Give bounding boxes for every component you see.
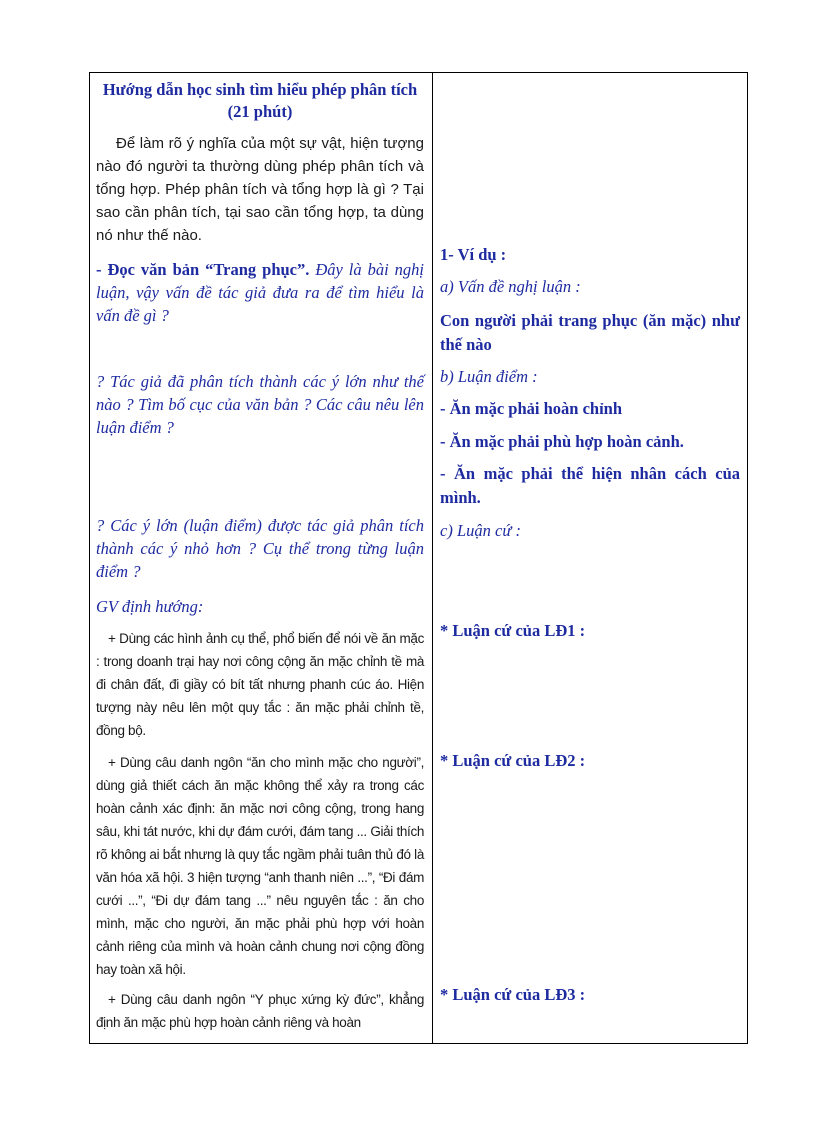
thesis-item-2: - Ăn mặc phải phù hợp hoàn cảnh. <box>440 432 684 451</box>
intro-paragraph: Để làm rõ ý nghĩa của một sự vật, hiện tượng nào đó người ta thường dùng phép phân tích và tổng hợp. Phép phân tích và tổng hợp là gì ? Tại sao cần phân tích, tại sao cần tổng hợp, ta dùng nó như thế nào. <box>96 135 424 244</box>
issue-content: Con người phải trang phục (ăn mặc) như thế nào <box>440 311 740 354</box>
question-1 <box>96 258 424 327</box>
thesis-item-3: - Ăn mặc phải thể hiện nhân cách của mình. <box>440 464 740 507</box>
gv-label: GV định hướng: <box>96 597 204 616</box>
thesis-label: b) Luận điểm : <box>440 367 538 386</box>
section-heading: Hướng dẫn học sinh tìm hiểu phép phân tích (21 phút) <box>102 80 418 121</box>
evidence-ld3: * Luận cứ của LĐ3 : <box>440 985 586 1004</box>
question-1-bold: - Đọc văn bản “Trang phục”. <box>96 260 310 279</box>
evidence-ld1: * Luận cứ của LĐ1 : <box>440 621 586 640</box>
question-3: ? Các ý lớn (luận điểm) được tác giả phân tích thành các ý nhỏ hơn ? Cụ thể trong từng luận điểm ? <box>96 516 424 581</box>
guidance-paragraph-1: + Dùng các hình ảnh cụ thể, phổ biến để nói về ăn mặc : trong doanh trại hay nơi công cộng ăn mặc chỉnh tề mà đi chân đất, đi giầy có bít tất nhưng phanh cúc áo. Hiện tượng này nêu lên một quy tắc : ăn mặc phải chỉnh tề, đồng bộ. <box>96 631 424 738</box>
question-2: ? Tác giả đã phân tích thành các ý lớn như thế nào ? Tìm bố cục của văn bản ? Các câu nêu lên luận điểm ? <box>96 372 424 437</box>
example-title: 1- Ví dụ : <box>440 245 507 264</box>
column-divider <box>432 72 433 1044</box>
guidance-paragraph-3: + Dùng câu danh ngôn “Y phục xứng kỳ đức”, khẳng định ăn mặc phù hợp hoàn cảnh riêng và hoàn <box>96 992 424 1030</box>
question-1-italic: Đây là bài nghị luận, vậy vấn đề tác giả đưa ra để tìm hiểu là vấn đề gì ? <box>96 260 424 325</box>
guidance-paragraph-2: + Dùng câu danh ngôn “ăn cho mình mặc cho người”, dùng giả thiết cách ăn mặc không thể xảy ra trong các hoàn cảnh xác định: ăn mặc nơi công cộng, trong hang sâu, khi tát nước, khi dự đám cưới, đám tang ... Giải thích rõ không ai bắt nhưng là quy tắc ngầm phải tuân thủ đó là văn hóa xã hội. 3 hiện tượng “anh thanh niên ...”, “Đi đám cưới ...”, “Đi dự đám tang ...” nêu nguyên tắc : ăn cho mình, mặc cho người, ăn mặc phải phù hợp với hoàn cảnh riêng của mình và hoàn cảnh chung nơi cộng đồng hay toàn xã hội. <box>96 755 424 977</box>
issue-label: a) Vấn đề nghị luận : <box>440 277 581 296</box>
evidence-ld2: * Luận cứ của LĐ2 : <box>440 751 586 770</box>
evidence-label: c) Luận cứ : <box>440 521 521 540</box>
thesis-item-1: - Ăn mặc phải hoàn chỉnh <box>440 399 623 418</box>
